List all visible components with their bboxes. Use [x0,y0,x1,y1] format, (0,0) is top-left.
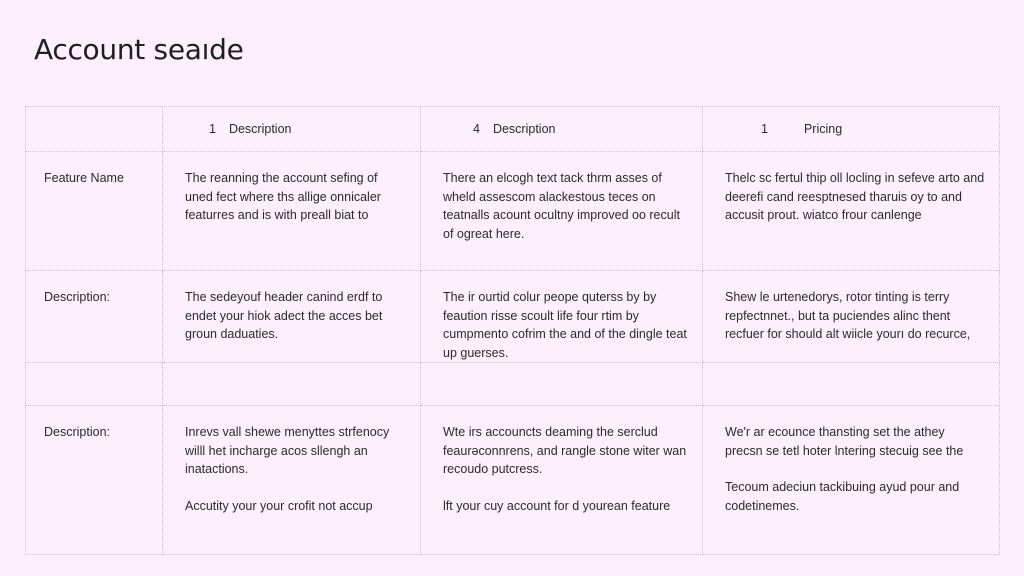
cell-text: Inrevs vall shewe menyttes strfenocy willl het incharge acos sllengh an inatactions. [185,425,390,476]
cell-text: There an elcogh text tack thrm asses of wheld assescom alackestous teces on teatnalls acount ocultny improved oo recult of ogreat here. [443,171,680,241]
cell-text: The sedeyouf header canind erdf to endet your hiok adect the acces bet groun daduaties. [185,290,383,341]
table-cell [421,406,703,555]
account-table [25,106,999,554]
cell-text: Thelc sc fertul thip oll locling in sefeve arto and deerefi cand reesptnesed tharuis oy to and accusit prout. wiatco frour canlenge [725,171,985,222]
table-cell [703,271,1000,363]
column-header-number: 1 [209,121,216,136]
cell-text: lft your cuy account for d yourean feature [443,498,671,513]
table-header-corner [26,107,163,152]
cell-text: We'r ar ecounce thansting set the athey precsn se tetl hoter lntering stecuig see the [725,425,964,458]
column-header-description-1[interactable] [163,107,421,152]
cell-text: Shew le urtenedorys, rotor tinting is terry repfectnnet., but ta puciendes alinc thent recfuer for should alt wiicle yourı do recurce, [725,290,971,341]
column-header-number: 1 [761,121,768,136]
row-label-empty [26,363,163,406]
table-cell-empty [163,363,421,406]
page-title: Account seaıde [34,33,244,66]
table-cell [163,271,421,363]
cell-text: The reanning the account sefing of uned fect where ths allige onnicaler featurres and is with preall biat to [185,171,381,222]
row-label-description: Description: [26,406,163,555]
row-label-description: Description: [26,271,163,363]
table-cell [421,152,703,271]
cell-text: Wte irs accouncts deaming the serclud feaurəconnrens, and rangle stone witer wan recoudo putcress. [443,425,687,476]
cell-text: The ir ourtid colur peope quterss by by feaution risse scoult life four rtim by cumpmento cofrim the and of the dingle teat up guerses. [443,290,687,360]
column-header-number: 4 [473,121,480,136]
column-header-description-2[interactable] [421,107,703,152]
row-label-feature-name: Feature Name [26,152,163,271]
table-cell [703,406,1000,555]
table-cell [703,152,1000,271]
table-cell [421,271,703,363]
cell-text: Tecoum adeciun tackibuing ayud pour and codetinemes. [725,480,960,513]
table-cell-empty [421,363,703,406]
column-header-label: Description [228,121,292,136]
cell-text: Accutity your your crofit not accup [185,498,373,513]
table-cell-empty [703,363,1000,406]
column-header-pricing[interactable] [703,107,1000,152]
column-header-label: Pricing [803,121,843,136]
table-cell [163,152,421,271]
column-header-label: Description [492,121,556,136]
table-cell [163,406,421,555]
